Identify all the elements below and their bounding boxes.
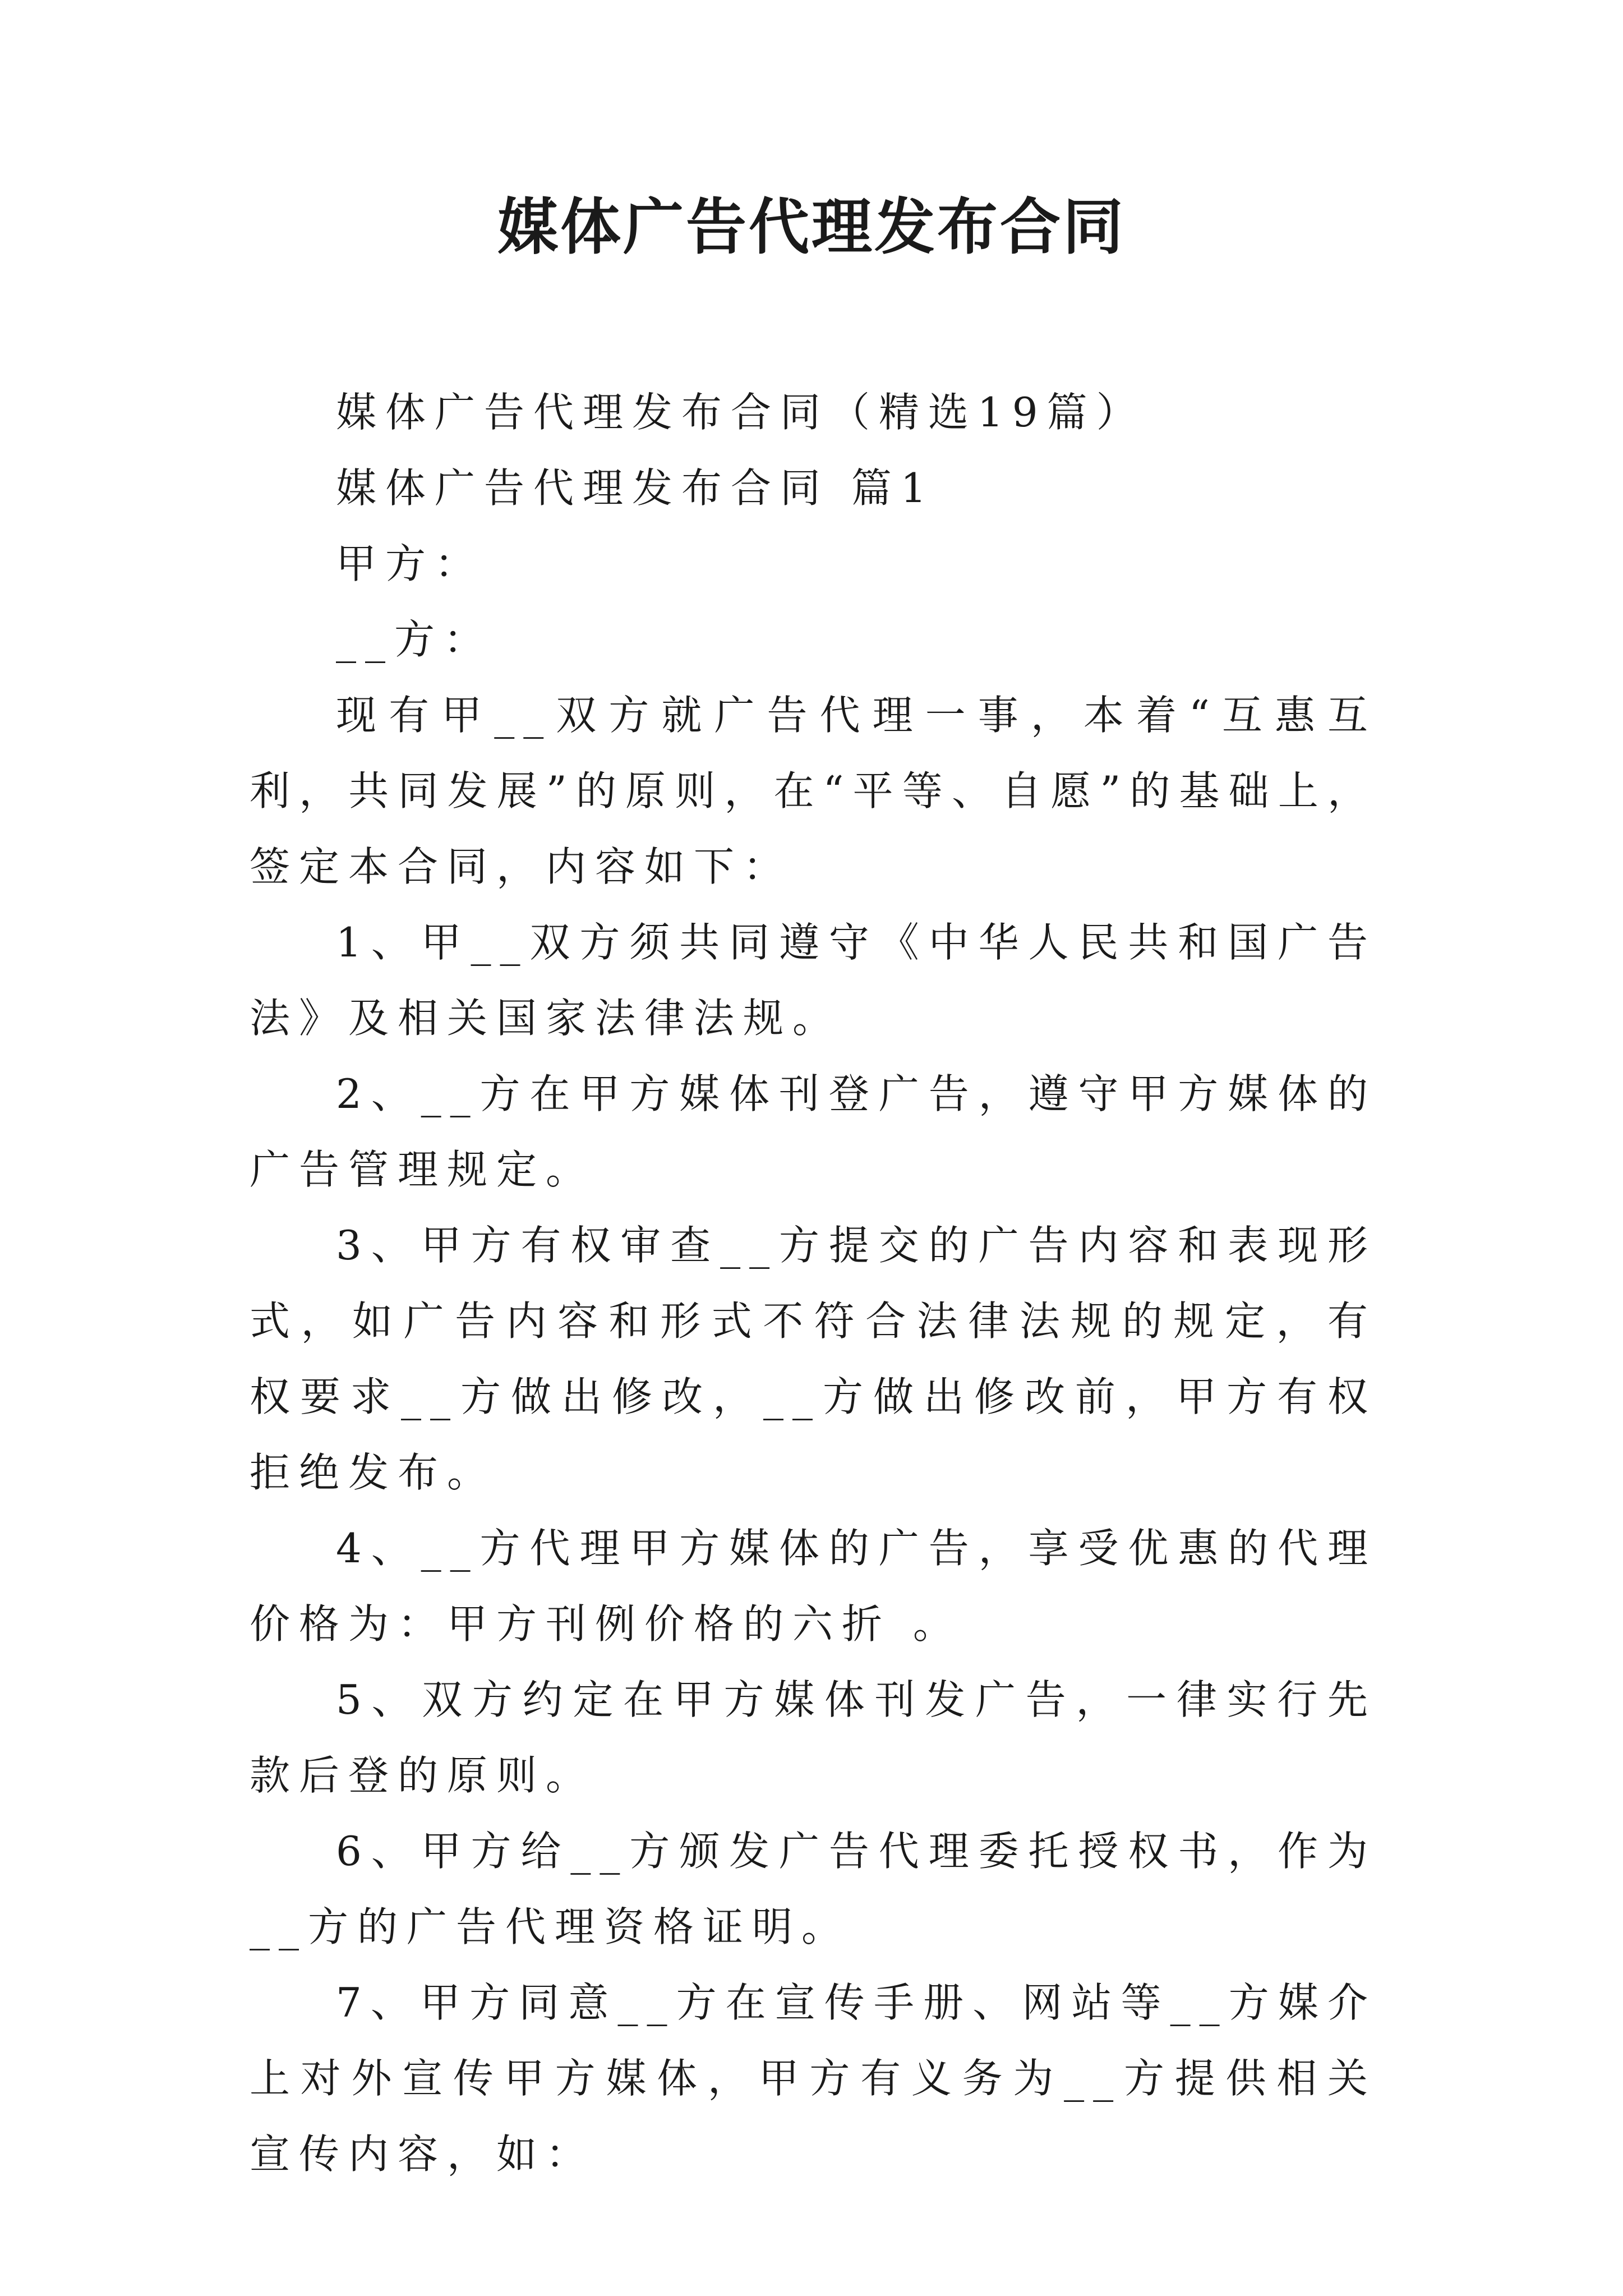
paragraph-subtitle: 媒体广告代理发布合同（精选19篇） [336, 389, 1146, 436]
paragraph-party-b: __方： [336, 616, 494, 663]
paragraph-clause-4: 4、__方代理甲方媒体的广告，享受优惠的代理价格为：甲方刊例价格的六折 。 [250, 1525, 1377, 1648]
paragraph-clause-3: 3、甲方有权审查__方提交的广告内容和表现形式，如广告内容和形式不符合法律法规的规定，有权要求__方做出修改，__方做出修改前，甲方有权拒绝发布。 [250, 1222, 1377, 1496]
paragraph-preamble: 现有甲__双方就广告代理一事，本着“互惠互利，共同发展”的原则，在“平等、自愿”的基础上，签定本合同，内容如下： [250, 692, 1377, 890]
document-body [250, 375, 1377, 2192]
paragraph-clause-7: 7、甲方同意__方在宣传手册、网站等__方媒介上对外宣传甲方媒体，甲方有义务为__方提供相关宣传内容，如： [250, 1979, 1377, 2178]
paragraph-party-a: 甲方： [336, 540, 485, 587]
paragraph-clause-5: 5、双方约定在甲方媒体刊发广告，一律实行先款后登的原则。 [250, 1676, 1377, 1799]
paragraph-clause-6: 6、甲方给__方颁发广告代理委托授权书，作为__方的广告代理资格证明。 [250, 1828, 1377, 1950]
paragraph-section-heading: 媒体广告代理发布合同 篇1 [336, 464, 935, 512]
document-title: 媒体广告代理发布合同 [497, 192, 1126, 263]
paragraph-clause-1: 1、甲__双方须共同遵守《中华人民共和国广告法》及相关国家法律法规。 [250, 919, 1377, 1042]
paragraph-clause-2: 2、__方在甲方媒体刊登广告，遵守甲方媒体的广告管理规定。 [250, 1070, 1377, 1193]
